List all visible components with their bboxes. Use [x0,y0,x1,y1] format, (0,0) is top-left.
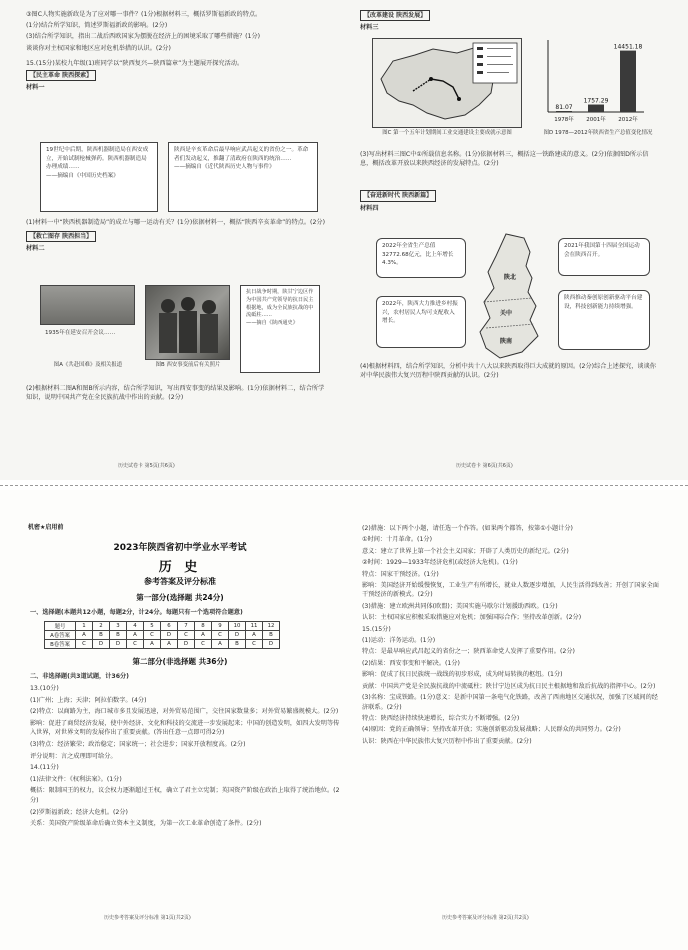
table-cell: C [212,631,229,640]
table-cell: 12 [263,622,280,631]
answer-line: 影响：促进了商贸经济发展，使中外经济、文化和科技的交流进一步发展起来；中国的创造发明，如四大发明等传入世界，对世界文明的发展作出了重要贡献。(答出任意一点即可得2分) [30,719,340,737]
exam-title: 2023年陕西省初中学业水平考试 [113,543,247,553]
material-1-label: 材料一 [26,84,45,92]
image-a-newspaper-photo [40,285,135,325]
answer-line: 认识：主权国家应积极采取措施应对危机；加强国际合作；坚持改革创新。(2分) [362,614,582,622]
chart-data-label: 14451.18 [613,43,643,51]
table-cell: A [144,640,161,649]
map-label-south: 陕南 [500,338,513,345]
table-cell: A [76,631,93,640]
answer-line: (3)措施：建立欧洲共同体(欧盟)；美国实施马歇尔计划援助西欧。(1分) [362,602,558,610]
table-cell: 1 [76,622,93,631]
chart-tick-label: 2001年 [586,117,606,123]
material-2-label: 材料二 [26,245,45,253]
question-15-3-block [360,150,660,215]
table-cell: A [127,631,144,640]
answer-line: (2)特点：以商路为主，海口城市多且发展迅速，对外贸易范围广，交往国家数量多；对外贸易繁盛规模大。(2分) [30,708,339,716]
chart-bar [588,105,604,112]
secret-mark: 机密★启用前 [28,524,64,531]
table-cell: C [144,631,161,640]
table-cell: 7 [178,622,195,631]
table-cell: C [246,640,263,649]
answer-key-left-body [30,684,340,831]
table-cell: C [178,631,195,640]
answer-line: 评分说明：言之成理即可给分。 [30,752,117,760]
part-2-note: 二、非选择题(共3道试题，计36分) [30,673,130,680]
chart-bars-group [554,44,642,123]
table-cell: D [93,640,110,649]
exam-right-column [360,10,660,34]
table-cell: C [76,640,93,649]
exam-left-column [26,10,326,94]
answer-line: (2)措施：以下两个小题，请任选一个作答。(如果两个都答，按第①小题计分) [362,525,573,532]
image-b-caption: 图B 西安事变前后有关照片 [155,362,221,368]
answer-line: 关系：美国资产阶级革命后确立资本主义制度，为第一次工业革命创造了条件。(2分) [30,820,262,828]
answer-line: (2)罗斯福新政；经济大危机。(2分) [30,808,128,816]
material-2-quote: 抗日战争时期，陕甘宁边区作为中国共产党领导的抗日民主根据地，成为全民族抗战的中流砥柱…… ——摘自《陕西通史》 [240,285,320,373]
chart-tick-label: 1978年 [554,117,574,123]
table-cell: 题号 [45,622,76,631]
table-cell: B [263,631,280,640]
table-cell: 4 [127,622,144,631]
table-header-row [45,622,280,631]
question-15-4: (4)根据材料四，结合所学知识，分析中共十八大以来陕西取得巨大成就的原因。(2分)综合上述探究，谈谈你对中华民族伟大复兴历程中陕西贡献的认识。(2分) [360,363,656,380]
material-3-label: 材料三 [360,24,379,32]
answer-line: ②时间：1929—1933年经济危机(或经济大危机)。(1分) [362,559,518,567]
map-label-north: 陕北 [504,274,517,281]
section-label-new-era: 【奋进新时代 陕西新篇】 [360,190,660,201]
table-cell: 11 [246,622,263,631]
question-15-2-block [26,384,326,404]
sheet-divider [0,485,688,486]
question-intro-line: ③图C人物实施新政是为了应对哪一事件？(1分)根据材料三，概括罗斯福新政的特点。 [26,11,262,18]
material-1-quote-left: 19世纪中后期，陕西机器制造局在西安成立，开始试制枪械弹药。陕西机器制造局办理成绩…… ——摘编自《中国历史档案》 [40,142,158,212]
material-4-label: 材料四 [360,204,379,212]
question-15-2: (2)根据材料二图A和图B所示内容，结合所学知识，写出西安事变的结果及影响。(1分)依据材料二，结合所学知识，说明中国共产党在全民族抗战中作出的贡献。(2分) [26,385,325,402]
chart-data-label: 81.07 [555,104,573,111]
chart-data-label: 1757.29 [583,97,609,105]
section-label-democratic-revolution: 【民主革命 陕西探索】 [26,70,326,81]
image-b-historical-photo [145,285,230,360]
answer-line: 特点：陕西经济持续快速增长，综合实力不断增强。(2分) [362,714,520,722]
part-1-heading: 第一部分(选择题 共24分) [136,593,224,602]
table-cell: 6 [161,622,178,631]
question-15-3: (3)写出材料三图C中①所载信息名称。(1分)依据材料三，概括这一铁路建成的意义。(2分)依据图D所示信息，概括改革开放以来陕西经济的发展特点。(2分) [360,151,649,168]
table-cell: 9 [212,622,229,631]
answer-line: 特点：是最早响应武昌起义的省份之一；陕西革命党人发挥了重要作用。(2分) [362,648,575,656]
answer-line: 影响：美国经济开始缓慢恢复，工业生产有所增长，就业人数逐步增加，人民生活得到改善；开创了国家全面干预经济的新模式。(2分) [362,582,659,599]
answer-key-sheet [0,490,688,950]
answer-line: (3)名称：宝成铁路。(1分)意义：是新中国第一条电气化铁路，改善了西南地区交通状况，加强了区域间的经济联系。(2分) [362,694,658,711]
answer-line: (1)运动：洋务运动。(1分) [362,637,436,645]
table-cell: 5 [144,622,161,631]
table-cell: A [195,631,212,640]
chart-d-caption: 图D 1978—2012年陕西省生产总值变化情况 [543,130,653,136]
section-label-reform: 【改革建设 陕西发展】 [360,10,660,21]
table-cell: B [110,631,127,640]
answer-left-footer: 历史参考答案及评分标准 第1页(共2页) [104,915,191,921]
table-cell: B [229,640,246,649]
answer-line: (3)特点：经济繁荣；政治稳定；国家统一；社会进步；国家开放程度高。(2分) [30,740,246,748]
exam-left-footer: 历史试卷卡 第5页(共6页) [118,463,175,469]
answer-line: (1)法律文件：《权利法案》。(1分) [30,775,122,783]
question-15-4-block [360,362,660,382]
table-cell: A [212,640,229,649]
answer-line: 15.(15分) [362,625,391,633]
question-intro-line: (1分)结合所学知识，简述罗斯福新政的影响。(2分) [26,22,168,30]
answer-line: (2)结果：西安事变和平解决。(1分) [362,659,460,667]
image-a-note: 1935年在延安召开会议…… [45,330,116,336]
question-15-1-block [26,218,326,256]
table-cell: D [229,631,246,640]
answer-line: 概括：限制国王的权力，议会权力逐渐超过王权，确立了君主立宪制；英国资产阶级在政治上取得了统治地位。(2分) [30,787,340,804]
answer-line: (1)广州；上海；天津；阿拉伯数字。(4分) [30,696,147,704]
section-label-national-salvation: 【救亡图存 陕西担当】 [26,231,326,242]
table-cell: 10 [229,622,246,631]
table-cell: D [110,640,127,649]
table-cell: C [127,640,144,649]
chart-tick-label: 2012年 [618,117,638,123]
answer-line: 贡献：中国共产党是全民族抗战的中流砥柱；陕甘宁边区成为抗日民主根据地和敌后抗战的指挥中心。(2分) [362,682,656,690]
answer-key-right-body [362,524,662,748]
table-cell: D [263,640,280,649]
material-4-bubble-4: 陕西推动秦创原创新驱动平台建设，科技创新能力持续增强。 [558,290,650,350]
map-label-central: 关中 [500,310,513,317]
map-c-railway-map [372,38,522,128]
material-1-quote-right: 陕西是辛亥革命后最早响应武昌起义的省份之一。革命者们发动起义，推翻了清政府在陕西的统治…… ——摘编自《近代陕西历史人物与事件》 [168,142,318,212]
chart-bar [620,51,636,112]
table-cell: 3 [110,622,127,631]
china-map-icon [373,39,521,127]
answer-line: 意义：建立了世界上第一个社会主义国家；开辟了人类历史的新纪元。(2分) [362,547,569,555]
part-2-heading: 第二部分(非选择题 共36分) [132,657,228,666]
table-row [45,631,280,640]
answer-line: 14.(11分) [30,764,59,772]
question-intro-line: (3)结合所学知识，指出二战后西欧国家为摆脱在经济上的困境采取了哪些措施？(1分) [26,33,261,41]
answer-line: 认识：陕西在中华民族伟大复兴历程中作出了重要贡献。(2分) [362,737,532,745]
answer-line: 影响：促成了抗日民族统一战线的初步形成，成为时局转换的枢纽。(1分) [362,671,563,679]
table-cell: A [246,631,263,640]
question-intro-block [26,10,326,53]
answer-line: (4)原因：党的正确领导；坚持改革开放；实施创新驱动发展战略；人民群众的共同努力。(2分) [362,726,621,734]
choice-answer-table [44,621,280,649]
chart-bar [556,111,572,112]
table-cell: B [93,631,110,640]
table-cell: D [161,631,178,640]
answer-line: ①时间：十月革命。(1分) [362,536,432,544]
table-cell: C [195,640,212,649]
table-cell: A [161,640,178,649]
answer-line: 特点：国家干预经济。(1分) [362,570,439,578]
answer-right-footer: 历史参考答案及评分标准 第2页(共2页) [442,915,529,921]
subject-title: 历 史 [158,560,202,575]
map-shaanxi [470,232,550,362]
table-cell: A卷答案 [45,631,76,640]
image-a-caption: 图A《共赴国难》及相关报道 [53,362,123,368]
table-cell: 2 [93,622,110,631]
question-15-title: 15.(15分)某校九年级(1)班同学以“陕西复兴—陕西篇章”为主题展开探究活动。 [26,59,244,67]
map-c-caption: 图C 第一个五年计划期间工业交通建设主要成就示意图 [382,130,512,136]
material-4-bubble-2: 2021年我国第十四届全国运动会在陕西召开。 [558,238,650,276]
part-1-note: 一、选择题(本题共12小题，每题2分，计24分。每题只有一个选项符合题意) [30,609,243,616]
material-4-bubble-1: 2022年全省生产总值32772.68亿元，比上年增长4.3%。 [376,238,466,278]
exam-right-footer: 历史试卷卡 第6页(共6页) [456,463,513,469]
material-4-bubble-3: 2022年，陕西大力推进乡村振兴，农村居民人均可支配收入增长。 [376,296,466,348]
table-cell: 8 [195,622,212,631]
question-15-1: (1)材料一中“陕西机器制造局”的成立与哪一运动有关？(1分)依据材料一，概括“陕西辛亥革命”的特点。(2分) [26,219,325,226]
table-row [45,640,280,649]
question-intro-line: 谈谈你对主权国家和地区应对危机举措的认识。(2分) [26,44,171,52]
table-cell: D [178,640,195,649]
chart-d-gdp-bar-chart [540,36,650,128]
answer-key-title: 参考答案及评分标准 [144,577,216,586]
answer-line: 13.(10分) [30,685,59,692]
table-cell: B卷答案 [45,640,76,649]
people-silhouette-icon [146,286,229,359]
